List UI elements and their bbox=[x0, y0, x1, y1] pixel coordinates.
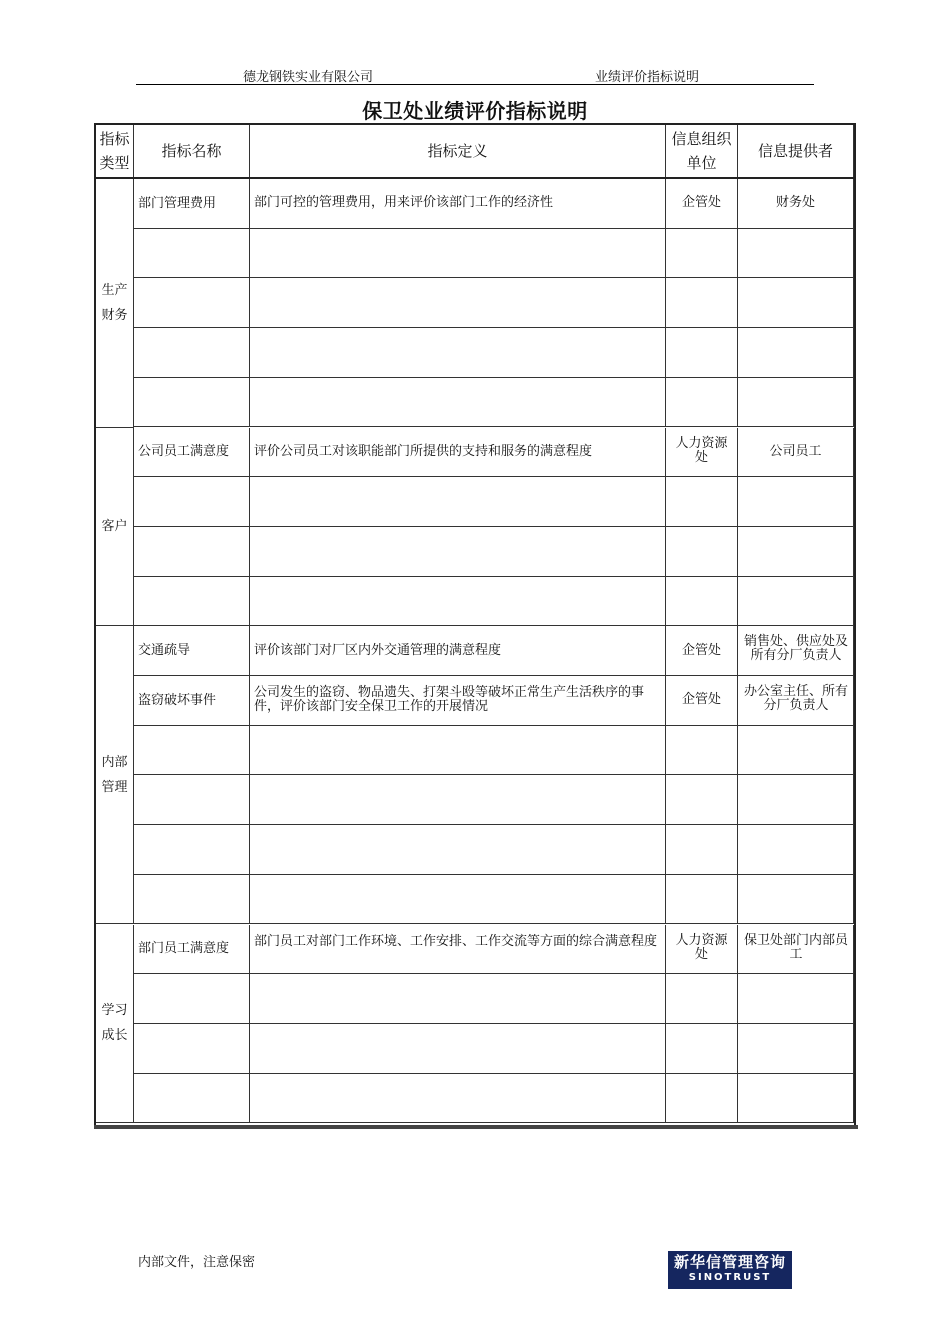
provider-cell bbox=[738, 278, 854, 328]
col-header-org-unit bbox=[666, 125, 738, 178]
col-header-name-text: 指标名称 bbox=[161, 142, 222, 160]
org-unit-cell bbox=[666, 378, 738, 428]
provider-cell-text: 公司员工 bbox=[769, 443, 822, 459]
provider-cell bbox=[738, 328, 854, 378]
provider-cell bbox=[738, 775, 854, 825]
org-unit-cell bbox=[666, 1024, 738, 1074]
col-header-provider-text: 信息提供者 bbox=[757, 142, 833, 160]
indicator-definition-cell bbox=[250, 428, 666, 478]
org-unit-cell bbox=[666, 577, 738, 627]
provider-cell bbox=[738, 477, 854, 527]
footer-confidential-note: 内部文件，注意保密 bbox=[138, 1255, 256, 1270]
provider-cell bbox=[738, 428, 854, 478]
indicator-name-cell bbox=[134, 179, 250, 229]
org-unit-cell bbox=[666, 179, 738, 229]
provider-cell bbox=[738, 179, 854, 229]
indicator-name-cell-text: 部门员工满意度 bbox=[138, 941, 230, 957]
indicator-name-cell bbox=[134, 825, 250, 875]
indicator-definition-cell-text: 部门可控的管理费用，用来评价该部门工作的经济性 bbox=[254, 195, 554, 211]
indicator-definition-cell bbox=[250, 278, 666, 328]
indicator-name-cell-text: 公司员工满意度 bbox=[138, 444, 230, 460]
col-header-type-text: 指标类型 bbox=[99, 130, 130, 172]
indicator-name-cell bbox=[134, 229, 250, 279]
provider-cell-text: 财务处 bbox=[775, 195, 815, 211]
org-unit-cell-text: 企管处 bbox=[681, 692, 721, 708]
org-unit-cell bbox=[666, 925, 738, 975]
indicator-name-cell bbox=[134, 477, 250, 527]
indicator-name-cell-text: 部门管理费用 bbox=[138, 195, 217, 211]
org-unit-cell bbox=[666, 229, 738, 279]
org-unit-cell-text: 企管处 bbox=[681, 195, 721, 211]
indicator-name-cell bbox=[134, 577, 250, 627]
provider-cell bbox=[738, 1074, 854, 1124]
indicator-name-cell-text: 盗窃破坏事件 bbox=[138, 692, 217, 708]
org-unit-cell-text: 企管处 bbox=[681, 642, 721, 658]
org-unit-cell bbox=[666, 428, 738, 478]
indicator-definition-cell bbox=[250, 875, 666, 925]
org-unit-cell bbox=[666, 1074, 738, 1124]
indicator-name-cell bbox=[134, 328, 250, 378]
table-bottom-rule bbox=[94, 1125, 858, 1129]
col-header-name bbox=[134, 125, 250, 178]
indicator-name-cell bbox=[134, 676, 250, 726]
org-unit-cell bbox=[666, 974, 738, 1024]
indicator-definition-cell bbox=[250, 1024, 666, 1074]
indicator-name-cell bbox=[134, 1024, 250, 1074]
group-type-cell-text: 生产财务 bbox=[101, 282, 128, 323]
indicator-definition-cell bbox=[250, 825, 666, 875]
indicator-definition-cell bbox=[250, 179, 666, 229]
indicator-definition-cell bbox=[250, 1074, 666, 1124]
col-header-definition bbox=[250, 125, 666, 178]
col-header-provider bbox=[738, 125, 854, 178]
provider-cell bbox=[738, 925, 854, 975]
provider-cell-text: 保卫处部门内部员工 bbox=[743, 932, 848, 962]
header-company: 德龙钢铁实业有限公司 bbox=[243, 70, 374, 85]
org-unit-cell bbox=[666, 626, 738, 676]
group-type-cell bbox=[96, 626, 134, 924]
indicator-definition-cell bbox=[250, 577, 666, 627]
provider-cell bbox=[738, 527, 854, 577]
document-title: 保卫处业绩评价指标说明 bbox=[362, 99, 588, 123]
org-unit-cell bbox=[666, 328, 738, 378]
header-rule bbox=[136, 84, 814, 85]
org-unit-cell bbox=[666, 825, 738, 875]
logo-chinese-text: 新华信管理咨询 bbox=[673, 1253, 786, 1271]
indicator-definition-cell bbox=[250, 378, 666, 428]
org-unit-cell bbox=[666, 726, 738, 776]
provider-cell-text: 销售处、供应处及所有分厂负责人 bbox=[743, 634, 848, 664]
org-unit-cell bbox=[666, 278, 738, 328]
provider-cell bbox=[738, 676, 854, 726]
org-unit-cell bbox=[666, 775, 738, 825]
indicator-name-cell bbox=[134, 626, 250, 676]
indicator-name-cell bbox=[134, 875, 250, 925]
indicator-name-cell bbox=[134, 527, 250, 577]
provider-cell bbox=[738, 626, 854, 676]
header-doc-name: 业绩评价指标说明 bbox=[595, 70, 700, 85]
indicator-definition-cell bbox=[250, 229, 666, 279]
indicator-definition-cell-text: 公司发生的盗窃、物品遗失、打架斗殴等破坏正常生产生活秩序的事件，评价该部门安全保卫工作的开展情况 bbox=[254, 685, 645, 714]
org-unit-cell bbox=[666, 875, 738, 925]
sinotrust-logo bbox=[668, 1251, 792, 1289]
indicator-definition-cell bbox=[250, 775, 666, 825]
provider-cell bbox=[738, 825, 854, 875]
indicator-name-cell bbox=[134, 378, 250, 428]
indicator-definition-cell bbox=[250, 676, 666, 726]
col-header-type bbox=[96, 125, 134, 178]
indicator-definition-cell bbox=[250, 726, 666, 776]
indicator-definition-cell bbox=[250, 477, 666, 527]
provider-cell bbox=[738, 1024, 854, 1074]
indicator-definition-cell bbox=[250, 527, 666, 577]
indicator-definition-cell bbox=[250, 626, 666, 676]
org-unit-cell bbox=[666, 527, 738, 577]
org-unit-cell bbox=[666, 477, 738, 527]
provider-cell bbox=[738, 229, 854, 279]
provider-cell-text: 办公室主任、所有分厂负责人 bbox=[743, 684, 848, 713]
indicator-name-cell bbox=[134, 278, 250, 328]
provider-cell bbox=[738, 875, 854, 925]
group-type-cell-text: 内部管理 bbox=[101, 754, 128, 795]
indicator-name-cell-text: 交通疏导 bbox=[138, 643, 191, 659]
group-type-cell bbox=[96, 925, 134, 1124]
provider-cell bbox=[738, 726, 854, 776]
group-type-cell bbox=[96, 179, 134, 428]
indicator-name-cell bbox=[134, 1074, 250, 1124]
indicator-definition-cell bbox=[250, 925, 666, 975]
col-header-org-unit-text: 信息组织单位 bbox=[671, 130, 732, 172]
group-type-cell-text: 学习成长 bbox=[101, 1003, 128, 1044]
org-unit-cell bbox=[666, 676, 738, 726]
provider-cell bbox=[738, 577, 854, 627]
indicator-definition-cell-text: 评价公司员工对该职能部门所提供的支持和服务的满意程度 bbox=[254, 443, 593, 459]
indicator-name-cell bbox=[134, 775, 250, 825]
group-type-cell bbox=[96, 428, 134, 627]
org-unit-cell-text: 人力资源处 bbox=[675, 435, 728, 465]
indicator-definition-cell bbox=[250, 328, 666, 378]
org-unit-cell-text: 人力资源处 bbox=[675, 932, 728, 962]
group-type-cell-text: 客户 bbox=[101, 518, 128, 534]
indicator-definition-cell-text: 部门员工对部门工作环境、工作安排、工作交流等方面的综合满意程度 bbox=[254, 933, 658, 949]
indicator-name-cell bbox=[134, 925, 250, 975]
provider-cell bbox=[738, 974, 854, 1024]
provider-cell bbox=[738, 378, 854, 428]
indicator-name-cell bbox=[134, 726, 250, 776]
indicator-name-cell bbox=[134, 428, 250, 478]
indicator-definition-cell-text: 评价该部门对厂区内外交通管理的满意程度 bbox=[254, 642, 502, 658]
col-header-definition-text: 指标定义 bbox=[427, 142, 488, 160]
indicator-name-cell bbox=[134, 974, 250, 1024]
indicator-definition-cell bbox=[250, 974, 666, 1024]
logo-english-text: SINOTRUST bbox=[688, 1272, 772, 1283]
